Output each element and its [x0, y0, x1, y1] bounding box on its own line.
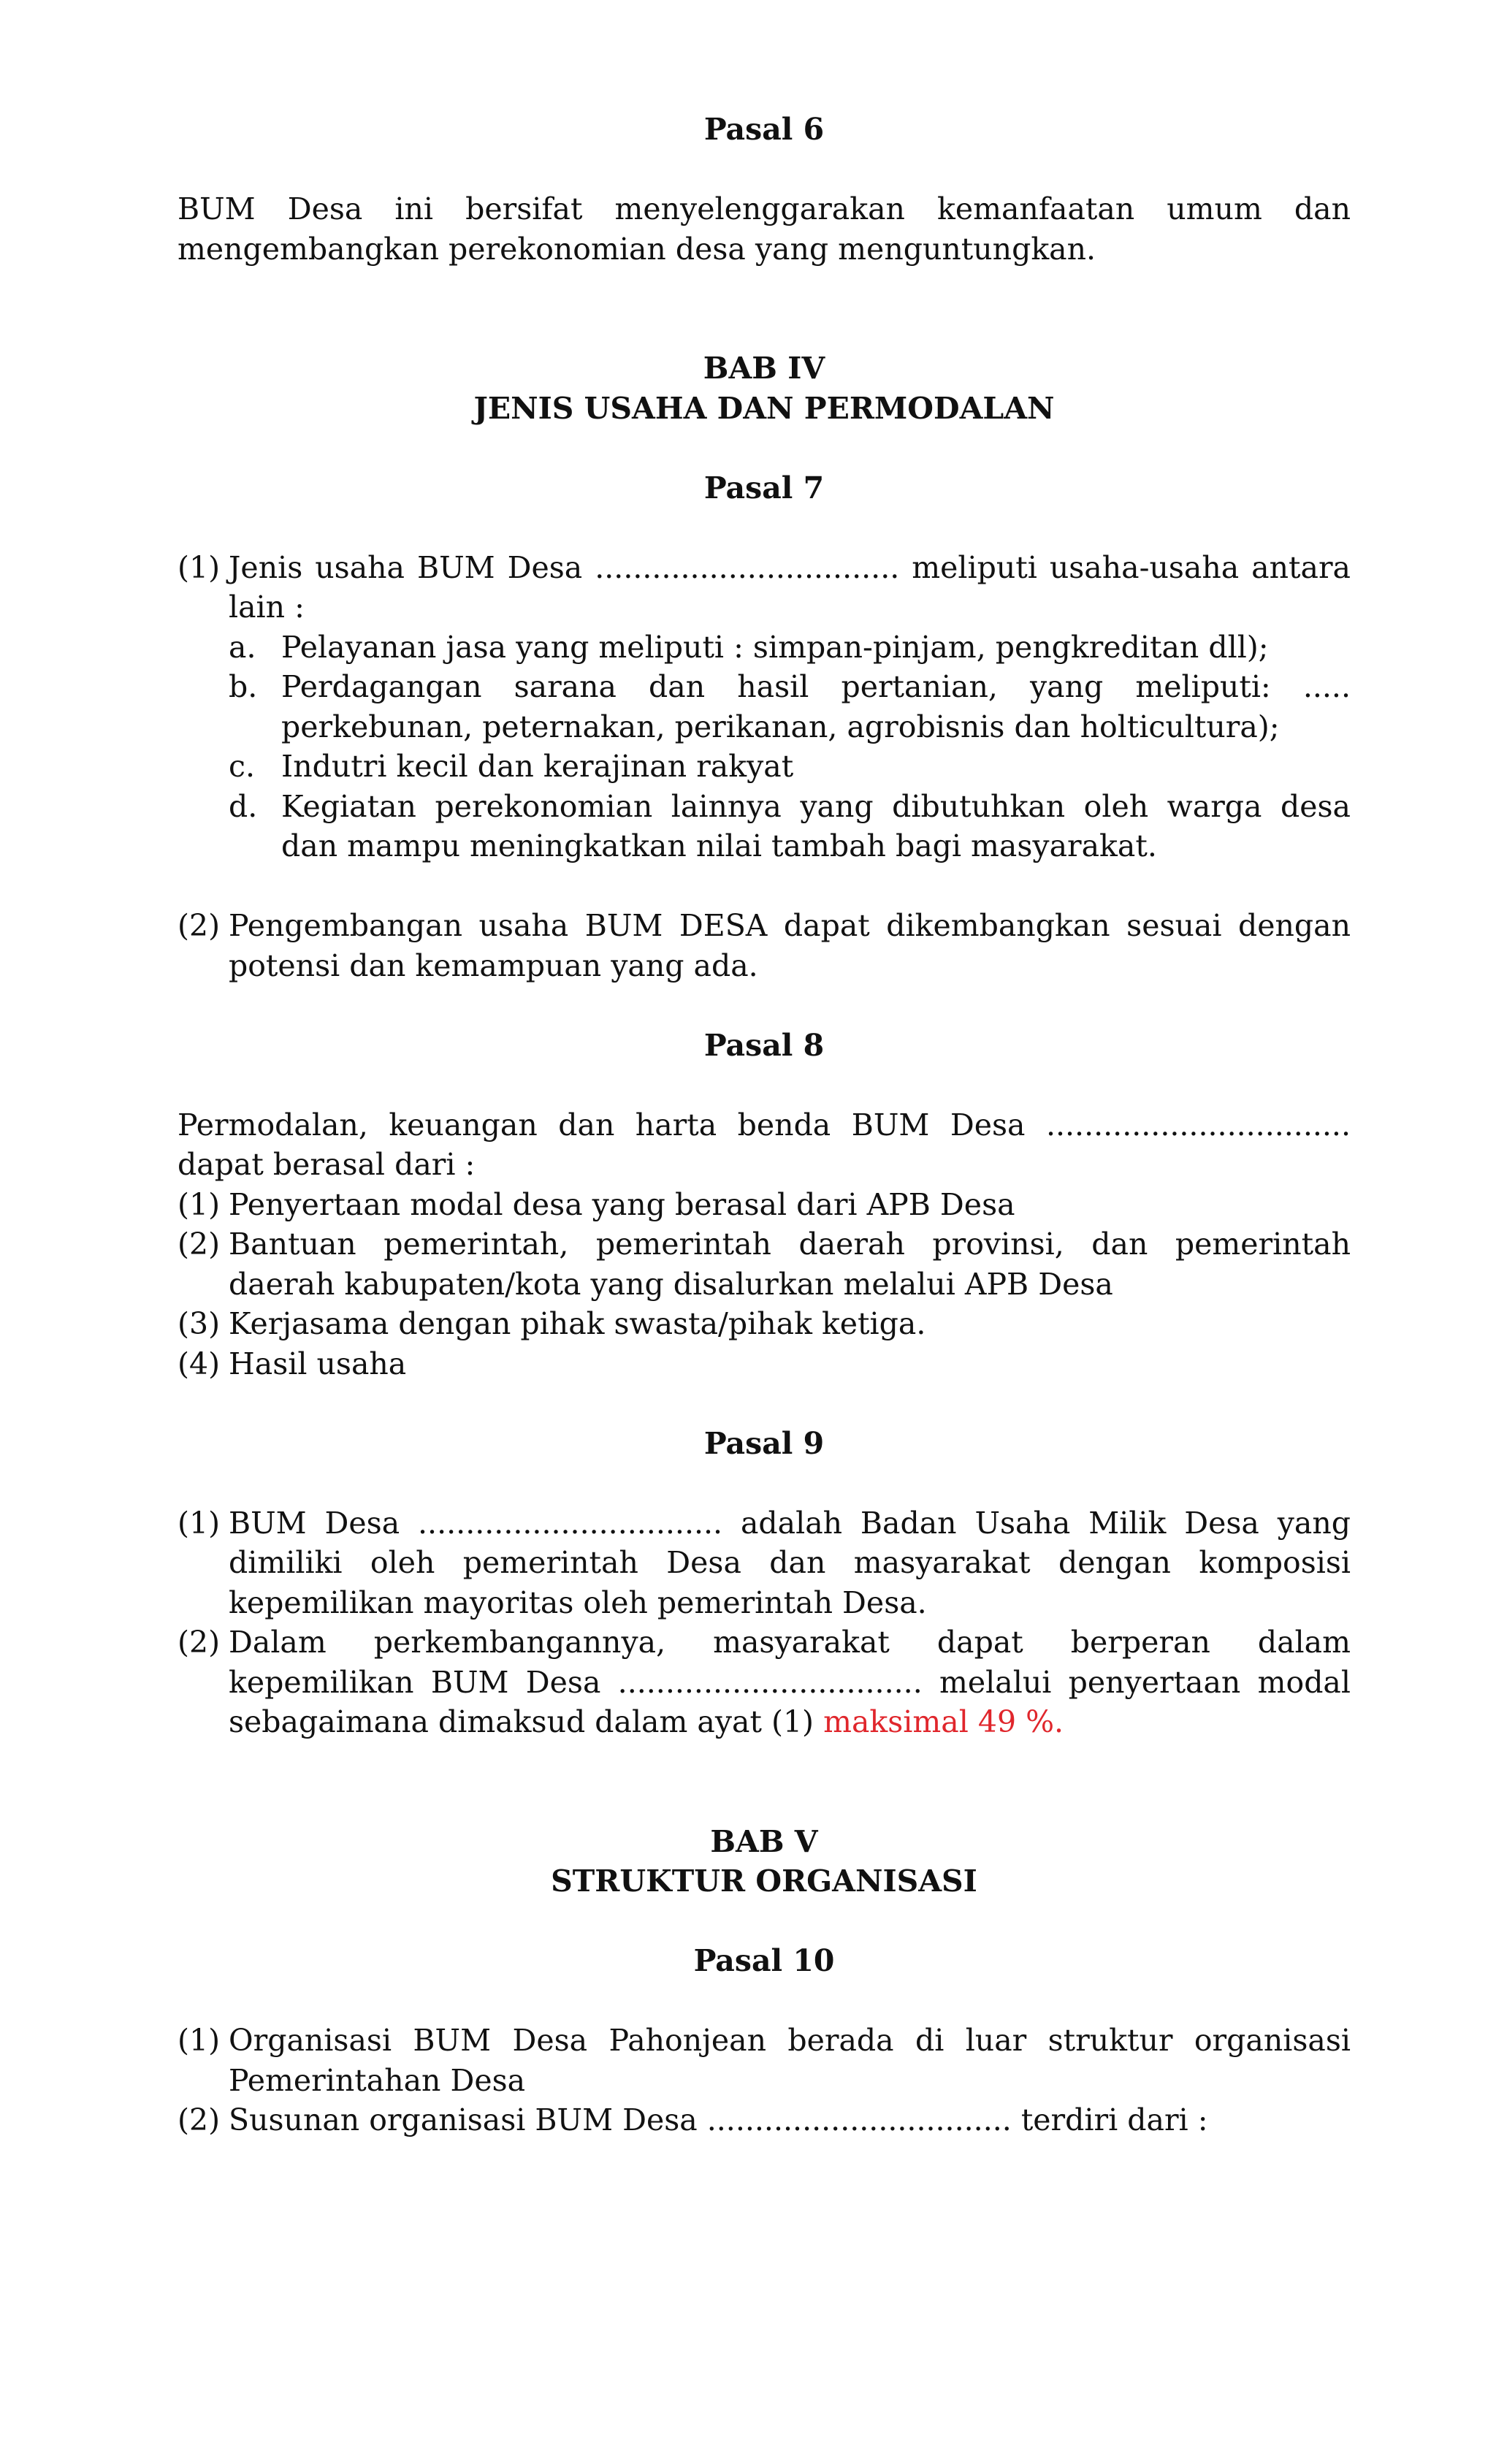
item-number: (3): [178, 1306, 221, 1341]
subitem-letter: b.: [229, 669, 258, 704]
pasal-9-item-1: [178, 1503, 1351, 1623]
item-text: BUM Desa ................................ adalah Badan Usaha Milik Desa yang dimiliki oleh pemerintah Desa dan masyarakat dengan komposisi kepemilikan mayoritas oleh pemerintah Desa.: [229, 1505, 1351, 1620]
pasal-9-heading: Pasal 9: [703, 1425, 825, 1461]
pasal-8-item-2: [178, 1224, 1351, 1304]
pasal-7-subitem-d: [229, 787, 1351, 866]
pasal-8-item-3: [178, 1304, 1351, 1344]
pasal-8-item-4: [178, 1344, 1351, 1384]
pasal-7-heading: Pasal 7: [703, 470, 825, 506]
pasal-7-subitem-a: [229, 628, 1351, 668]
pasal-6-text: BUM Desa ini bersifat menyelenggarakan kemanfaatan umum dan mengembangkan perekonomian desa yang menguntungkan.: [178, 191, 1351, 267]
bab-5-subtitle: STRUKTUR ORGANISASI: [551, 1864, 977, 1899]
item-text: Dalam perkembangannya, masyarakat dapat berperan dalam kepemilikan BUM Desa ................................ melalui penyertaan modal sebagaimana dimaksud dalam ayat (1): [229, 1625, 1351, 1739]
subitem-text: Kegiatan perekonomian lainnya yang dibutuhkan oleh warga desa dan mampu meningkatkan nilai tambah bagi masyarakat.: [281, 788, 1351, 863]
item-number: (4): [178, 1346, 221, 1381]
item-text: Hasil usaha: [229, 1346, 407, 1381]
bab-4-heading: BAB IV: [703, 351, 825, 386]
item-number: (1): [178, 549, 221, 585]
item-number: (1): [178, 1186, 221, 1222]
item-number: (1): [178, 1505, 221, 1541]
pasal-7-item-1: [178, 548, 1351, 628]
item-number: (2): [178, 1227, 221, 1262]
highlighted-text: maksimal 49 %.: [823, 1704, 1064, 1739]
subitem-letter: c.: [229, 749, 255, 784]
item-text: Bantuan pemerintah, pemerintah daerah provinsi, dan pemerintah daerah kabupaten/kota yang disalurkan melalui APB Desa: [229, 1227, 1351, 1302]
item-text: Organisasi BUM Desa Pahonjean berada di luar struktur organisasi Pemerintahan Desa: [229, 2023, 1351, 2098]
bab-5-heading: BAB V: [710, 1823, 818, 1859]
subitem-letter: a.: [229, 629, 256, 665]
item-text: Susunan organisasi BUM Desa ................................ terdiri dari :: [229, 2102, 1208, 2137]
subitem-text: Perdagangan sarana dan hasil pertanian, yang meliputi: ..... perkebunan, peternakan, perikanan, agrobisnis dan holticultura);: [281, 669, 1351, 744]
item-text: Jenis usaha BUM Desa ................................ meliputi usaha-usaha antara lain :: [229, 549, 1351, 625]
pasal-8-item-1: [178, 1185, 1351, 1225]
item-number: (2): [178, 2102, 221, 2137]
subitem-text: Indutri kecil dan kerajinan rakyat: [281, 749, 794, 784]
pasal-10-item-2: [178, 2100, 1351, 2140]
item-text: Penyertaan modal desa yang berasal dari APB Desa: [229, 1186, 1015, 1222]
item-number: (2): [178, 908, 221, 943]
pasal-7-subitem-b: [229, 667, 1351, 747]
document-page: [178, 110, 1351, 2140]
pasal-10-heading: Pasal 10: [693, 1943, 835, 1978]
pasal-7-subitem-c: [229, 747, 1351, 787]
subitem-letter: d.: [229, 788, 258, 824]
item-number: (1): [178, 2023, 221, 2058]
subitem-text: Pelayanan jasa yang meliputi : simpan-pinjam, pengkreditan dll);: [281, 629, 1269, 665]
item-text-wrapper: [229, 1622, 1351, 1742]
item-number: (2): [178, 1625, 221, 1660]
pasal-10-item-1: [178, 2021, 1351, 2100]
pasal-6-heading: Pasal 6: [703, 112, 825, 147]
pasal-8-intro: Permodalan, keuangan dan harta benda BUM Desa ................................ dapat berasal dari :: [178, 1107, 1351, 1182]
item-text: Kerjasama dengan pihak swasta/pihak ketiga.: [229, 1306, 926, 1341]
bab-4-subtitle: JENIS USAHA DAN PERMODALAN: [473, 390, 1055, 426]
pasal-7-item-2: [178, 906, 1351, 985]
pasal-8-heading: Pasal 8: [703, 1027, 825, 1063]
pasal-9-item-2: [178, 1622, 1351, 1742]
item-text: Pengembangan usaha BUM DESA dapat dikembangkan sesuai dengan potensi dan kemampuan yang ada.: [229, 908, 1351, 983]
